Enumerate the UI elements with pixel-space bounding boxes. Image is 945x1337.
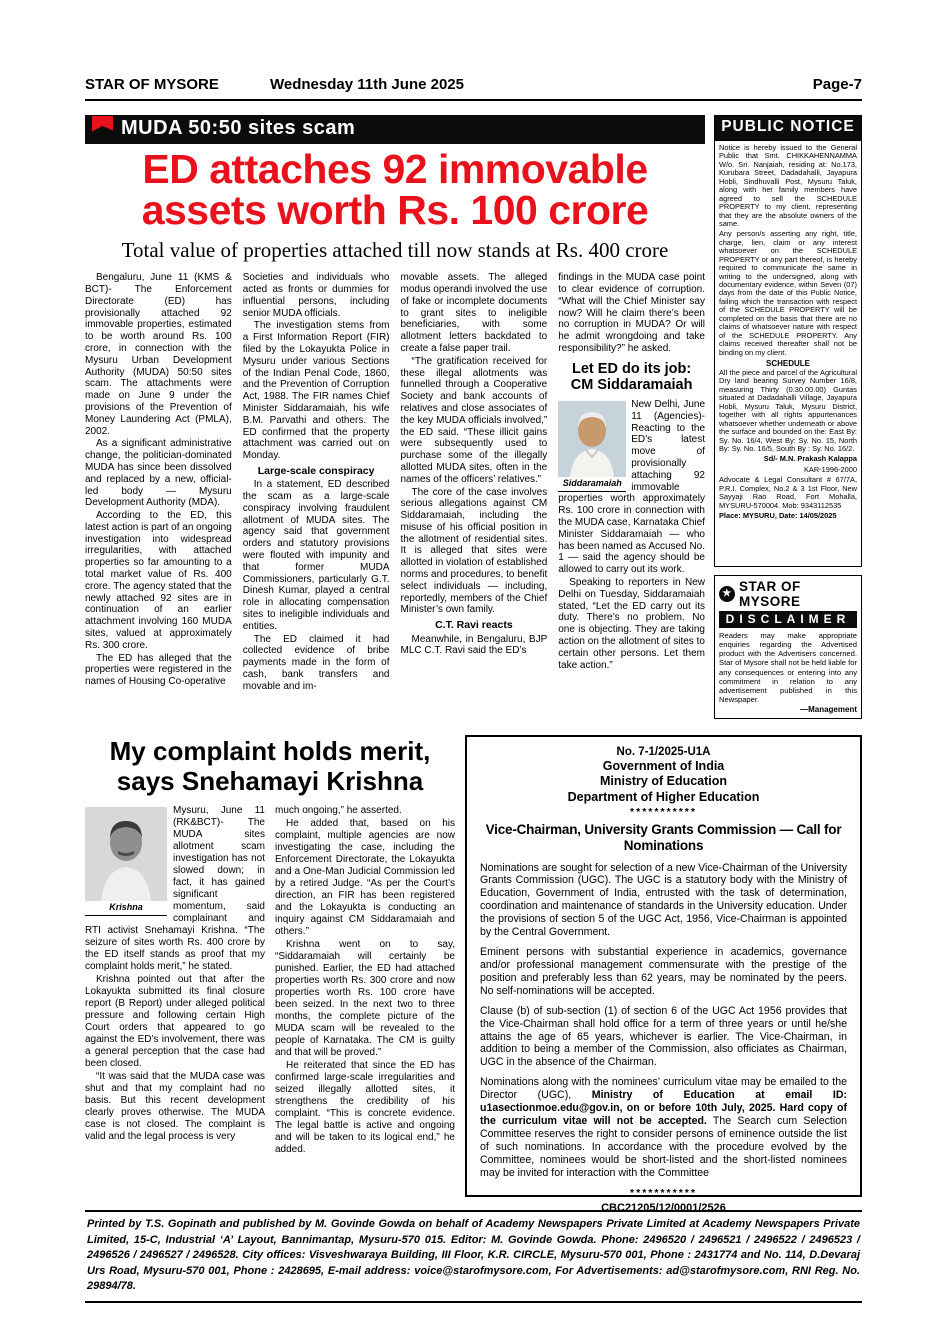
paragraph: much ongoing,” he asserted. bbox=[275, 805, 402, 817]
notice-email-text-post: The Search cum Selection Committee reserves the right to consider persons of eminence outside the list of such nominations. In accordance with the procedure evolved by the Committee, nominees would be short-listed and the short-listed nominees may be invited for interaction with the Committee bbox=[480, 1115, 847, 1179]
complaint-body bbox=[85, 805, 455, 1203]
paragraph: Eminent persons with substantial experience in academics, governance and/or professional management commensurate with the prestige of the position and preferably less than 62 years, may be nominated by the peers. No self-nominations will be accepted. bbox=[480, 946, 847, 997]
paragraph: The ED claimed it had collected evidence of bribe payments made in the form of cash, bank transfers and movable and im- bbox=[242, 633, 390, 692]
paragraph: findings in the MUDA case point to clear evidence of corruption. “What will the Chief Minister say now? Will he claim there’s been no corruption in MUDA? Or will he admit wrongdoing and take responsibility?” he asked. bbox=[558, 272, 705, 354]
disclaimer-box bbox=[714, 575, 862, 719]
place-and-date: Place: MYSURU, Date: 14/05/2025 bbox=[719, 511, 837, 521]
siddaramaiah-photo bbox=[558, 401, 626, 477]
paragraph bbox=[480, 1076, 847, 1179]
complaint-headline: My complaint holds merit, says Snehamayi Krishna bbox=[109, 736, 431, 796]
disclaimer-signoff: —Management bbox=[800, 705, 857, 714]
top-section bbox=[85, 115, 862, 719]
imprint-footer bbox=[85, 1210, 862, 1303]
main-headline: ED attaches 92 immovable assets worth Rs. 100 crore bbox=[141, 146, 649, 233]
page-number: Page-7 bbox=[812, 76, 862, 93]
schedule-heading: SCHEDULE bbox=[765, 358, 810, 368]
subheading-large-scale-conspiracy: Large-scale conspiracy bbox=[257, 464, 375, 477]
schedule-text: All the piece and parcel of the Agricultural Dry land bearing Survey Number 16/8, measuring Thirty (0.30.00.00) Guntas situated at Dadadahalli Village, Jayapura Hobli, Mysuru Taluk, Mysuru District, together with all rights appurtenances whatsoever whether underneath or above the surface and bounded on the: East By: Sy. No. 16/4, West By: Sy. No. 15, North By: Sy. No. 16/5, South By : Sy. No. 16/2. bbox=[719, 368, 857, 453]
notice-email-text-pre: Nominations along with the nominees’ curriculum vitae may be emailed to the Director (UGC), bbox=[480, 1076, 847, 1102]
notice-reference-number: No. 7-1/2025-U1A bbox=[616, 746, 711, 758]
krishna-photo bbox=[85, 807, 167, 901]
right-rail bbox=[714, 115, 862, 719]
public-notice-header: PUBLIC NOTICE bbox=[714, 115, 862, 141]
notice-cbc-code: CBC21205/12/0001/2526 bbox=[601, 1201, 726, 1214]
krishna-photo-block bbox=[85, 807, 167, 916]
star-separator: *********** bbox=[630, 1186, 697, 1199]
star-separator: *********** bbox=[630, 805, 697, 818]
paragraph: “The gratification received for these illegal allotments was funnelled through a Cooperative Society and bank accounts of relatives and close associates of the key MUDA officials involved,” the ED said. “These illicit gains were subsequently used to purchase some of the illegally allotted MUDA sites, often in the names of the officers’ relatives.” bbox=[400, 355, 548, 485]
complaint-column-2 bbox=[275, 805, 455, 1203]
disclaimer-brand bbox=[719, 579, 857, 609]
complaint-article bbox=[85, 735, 455, 1197]
paragraph: Mysuru, June 11 (RK&BCT)- The MUDA sites allotment scam investigation has not slowed down; in fact, it has gained significant momentum, said complainant and RTI activist Snehamayi Krishna. “The seizure of sites worth Rs. 400 crore by the ED itself stands as proof that my complaint holds merit,” he stated. bbox=[85, 805, 265, 973]
public-notice-body bbox=[714, 141, 862, 567]
org-government-of-india: Government of India bbox=[602, 759, 725, 774]
disclaimer-text: Readers may make appropriate enquiries regarding the Advertised product with the Advertisers concerned. Star of Mysore shall not be held liable for any consequences or entering into any commitment in relation to any advertisement published in this Newspaper. bbox=[719, 631, 857, 704]
advocate-signature: Sd/- M.N. Prakash Kalappa bbox=[763, 454, 857, 464]
paragraph: In a statement, ED described the scam as a large-scale conspiracy involving fraudulent allotment of MUDA sites. The agency said that government orders and statutory provisions were flouted with impunity and that former MUDA Commissioners, particularly G.T. Dinesh Kumar, played a central role in allocating compensation sites to ineligible individuals and entities. bbox=[242, 479, 390, 632]
paragraph: The ED has alleged that the properties were registered in the names of Housing Co-operative bbox=[85, 652, 232, 688]
paragraph: Any person/s asserting any right, title, charge, lien, claim or any interest whatsoever on the SCHEDULE PROPERTY or any part thereof, is hereby required to communicate the same in writing to the undersigned, along with documentary evidence, within Seven (07) days from the date of this Public Notice, failing which the transaction with respect of the SCHEDULE PROPERTY will be completed on the basis that there are no claims of whatsoever nature with respect of the SCHEDULE PROPERTY. Any claims received thereafter shall not be binding on my client. bbox=[719, 229, 857, 357]
issue-date: Wednesday 11th June 2025 bbox=[270, 76, 464, 93]
main-article bbox=[85, 115, 705, 719]
paragraph: Bengaluru, June 11 (KMS & BCT)- The Enforcement Directorate (ED) has provisionally attached 92 immovable properties, estimated to be worth around Rs. 100 crore, in connection with the Mysuru Urban Development Authority (MUDA) 50:50 sites scam. The attachments were made on June 9 under the provisions of the Prevention of Money Laundering Act (PMLA), 2002. bbox=[85, 272, 232, 437]
paragraph: Nominations are sought for selection of a new Vice-Chairman of the University Grants Commission (UGC). The UGC is a statutory body with the Ministry of Education, Government of India, entrusted with the task of determination, coordination and maintenance of standards in the University education. Under the provisions of section 5 of the UGC Act, 1956, Vice-Chairman is appointed by the Central Government. bbox=[480, 861, 847, 939]
advocate-registration: KAR-1996-2000 bbox=[803, 464, 857, 474]
kicker-banner bbox=[85, 115, 705, 144]
paragraph: Notice is hereby issued to the General Public that Smt. CHIKKAHENNAMMA W/o. Sri. Nanjaiah, residing at: No.173, Kurubara Street, Dadadahalli, Jayapura Hobli, Sindhuvalli Post, Mysuru Taluk, along with her family members have agreed to sell the SCHEDULE PROPERTY to my client, representing that they are the absolute owners of the same. bbox=[719, 143, 857, 228]
article-body bbox=[85, 272, 705, 724]
notice-email-bold: Ministry of Education at email ID: u1asectionmoe.edu@gov.in, on or before 10th July, 2025. Hard copy of the curriculum vitae will not be accepted. bbox=[480, 1089, 847, 1128]
siddaramaiah-photo-block bbox=[558, 401, 626, 492]
subheading-line-1: Let ED do its job: bbox=[572, 360, 692, 377]
paragraph: Clause (b) of sub-section (1) of section 6 of the UGC Act 1956 provides that the Vice-Chairman shall hold office for a term of three years or until he/she attains the age of 65 years, whichever is earlier. The Vice-Chairman, in addition to being a member of the Commission, also officiates as Chairman, UGC in the absence of the Chairman. bbox=[480, 1004, 847, 1069]
subheading-ct-ravi-reacts: C.T. Ravi reacts bbox=[435, 619, 513, 632]
advocate-address: Advocate & Legal Consultant # 67/7A, P.R.I. Complex, No.2 & 3 1st Floor, New Sayyaji Rao Road, Fort Mohalla, MYSURU-570004. Mob: 9343112535 bbox=[719, 475, 857, 510]
paragraph: Krishna pointed out that after the Lokayukta submitted its final closure report (B Report) under alleged political pressure and following certain High Court orders that appeared to go against the ED’s involvement, there was a general perception that the case had been closed. bbox=[85, 974, 265, 1070]
ugc-nomination-notice bbox=[465, 735, 862, 1214]
paper-name: STAR OF MYSORE bbox=[85, 76, 219, 93]
paragraph: Meanwhile, in Bengaluru, BJP MLC C.T. Ravi said the ED’s bbox=[400, 633, 548, 657]
paragraph: New Delhi, June 11 (Agencies)- Reacting to the ED’s latest move of provisionally attaching 92 immovable properties worth approximately Rs. 100 crore in connection with the MUDA case, Karnataka Chief Minister Siddaramaiah — who has been named as Accused No. 1 — said the agency should be allowed to carry out its work. bbox=[558, 399, 706, 576]
disclaimer-brand-name: STAR OF MYSORE bbox=[739, 579, 801, 610]
paragraph: Speaking to reporters in New Delhi on Tuesday, Siddaramaiah stated, “Let the ED carry out its duty. There’s no problem. No one is objecting. They are taking action on the allotment of sites to certain other persons. Let them take action.” bbox=[558, 577, 705, 671]
paragraph: movable assets. The alleged modus operandi involved the use of fake or incomplete documents to grant sites to ineligible beneficiaries, with some allotment letters backdated to create a false paper trail. bbox=[400, 272, 548, 354]
article-column-2 bbox=[243, 272, 390, 724]
main-subhead: Total value of properties attached till now stands at Rs. 400 crore bbox=[121, 238, 669, 263]
paragraph: As a significant administrative change, the politician-dominated MUDA has since been dissolved and replaced by a new, official-led body — Mysuru Development Authority (MDA). bbox=[85, 438, 232, 509]
star-of-mysore-logo-icon: ★ bbox=[719, 586, 735, 602]
subheading-line-2: CM Siddaramaiah bbox=[570, 377, 693, 394]
kicker-label: MUDA 50:50 sites scam bbox=[121, 117, 356, 139]
masthead bbox=[85, 76, 862, 101]
notice-title: Vice-Chairman, University Grants Commission — Call for Nominations bbox=[485, 821, 842, 854]
red-flag-icon bbox=[92, 116, 113, 141]
disclaimer-title: DISCLAIMER bbox=[719, 611, 857, 628]
org-ministry-of-education: Ministry of Education bbox=[599, 774, 728, 789]
bottom-section bbox=[85, 735, 862, 1214]
article-column-4 bbox=[558, 272, 705, 724]
paragraph: “It was said that the MUDA case was shut and that my complaint had no basis. But this recent development clearly proves otherwise. The MUDA case is not closed. The complaint is valid and the legal process is very bbox=[85, 1071, 265, 1143]
article-column-3 bbox=[401, 272, 548, 724]
paragraph: The core of the case involves serious allegations against CM Siddaramaiah, including the misuse of his official position in the allotment of residential sites. It is alleged that sites were allotted in violation of established norms and procedures, to benefit select individuals — including, reportedly, members of the Chief Minister’s own family. bbox=[400, 486, 548, 616]
complaint-column-1 bbox=[85, 805, 265, 1203]
article-column-1 bbox=[85, 272, 232, 724]
paragraph: He added that, based on his complaint, multiple agencies are now investigating the case, including the Enforcement Directorate, the Lokayukta and a One-Man Judicial Commission led by a retired Judge. “As per the Court’s direction, an FIR has been registered and the Lokayukta is conducting an inquiry against CM Siddaramaiah and others.” bbox=[275, 818, 455, 938]
paragraph: Societies and individuals who acted as fronts or dummies for influential persons, including senior MUDA officials. bbox=[242, 272, 390, 319]
paragraph: According to the ED, this latest action is part of an ongoing investigation into widespread irregularities, with attached properties so far amounting to a total market value of Rs. 400 crore. The agency stated that the newly attached 92 sites are in continuation of an earlier attachment involving 160 MUDA sites, valued at approximately Rs. 300 crore. bbox=[85, 510, 232, 651]
paragraph: Krishna went on to say, “Siddaramaiah will certainly be punished. Earlier, the ED had attached properties worth Rs. 300 crore and now properties worth Rs. 100 crore have been seized. In the next two to three months, the complete picture of the MUDA scam will be revealed to the people of Karnataka. The CM is guilty and that will be proved.” bbox=[275, 939, 455, 1059]
photo-caption: Siddaramaiah bbox=[558, 477, 626, 492]
paragraph: He reiterated that since the ED has confirmed large-scale irregularities and seized illegally allotted sites, it strengthens the credibility of his complaint. “This is concrete evidence. The legal battle is active and ongoing and will be taken to its logical end,” he added. bbox=[275, 1060, 455, 1156]
imprint-text: Printed by T.S. Gopinath and published by M. Govinde Gowda on behalf of Academy Newspapers Private Limited at Academy Newspapers Private Limited, 15-C, Industrial ‘A’ Layout, Bannimantap, Mysuru-570 015. Editor: M. Govinde Gowda. Phone: 2496520 / 2496521 / 2496522 / 2496523 / 2496526 / 2496527 / 2496528. City offices: Visveshwaraya Building, III Floor, K.R. CIRCLE, Mysuru-570 001, Phone : 2431774 and No. 114, D.Devaraj Urs Road, Mysuru-570 001, Phone : 2428695, E-mail address: voice@starofmysore.com, For Advertisements: ad@starofmysore.com, RNI Reg. No. 29894/78. bbox=[87, 1218, 860, 1293]
subheading-let-ed-do-its-job bbox=[558, 361, 705, 394]
org-department-higher-education: Department of Higher Education bbox=[567, 789, 760, 804]
photo-caption: Krishna bbox=[85, 901, 167, 916]
paragraph: The investigation stems from a First Information Report (FIR) filed by the Lokayukta Police in Mysuru under various Sections of the Indian Penal Code, 1860, and the Prevention of Corruption Act, 1988. The FIR names Chief Minister Siddaramaiah, his wife B.M. Parvathi and others. The ED confirmed that the property attachment was carried out on Monday. bbox=[242, 320, 390, 462]
